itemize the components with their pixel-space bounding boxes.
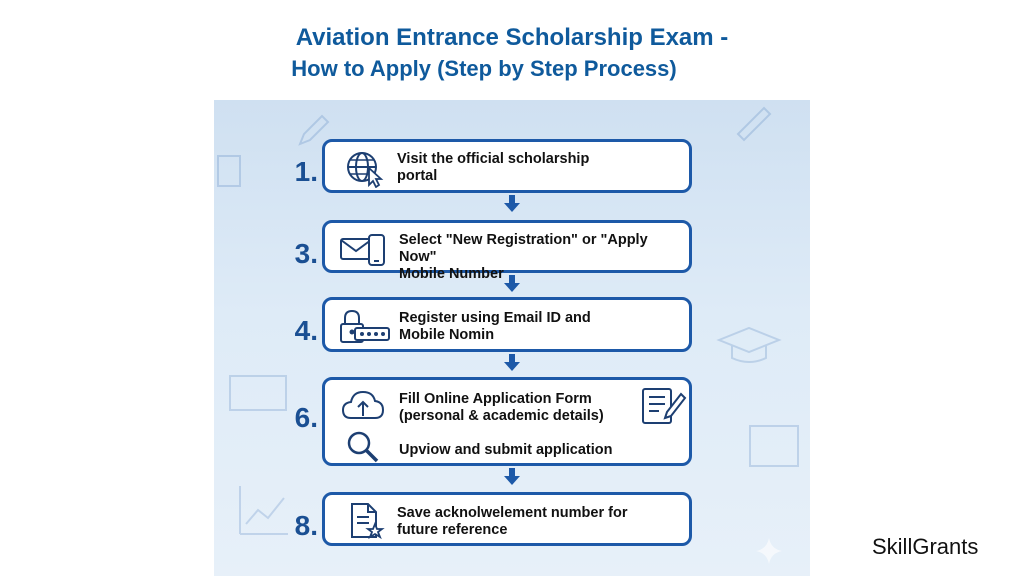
step-text: Select "New Registration" or "Apply Now" Mobile Number — [399, 232, 648, 282]
brand-logo: SkillGrants — [872, 534, 979, 559]
step-card — [322, 139, 692, 193]
step-number: 3. — [294, 238, 318, 269]
document-icon — [214, 152, 244, 192]
step-text: Visit the official scholarship portal — [397, 151, 590, 184]
step-text: Save acknolwelement number for future reference — [397, 505, 628, 538]
page-subtitle: How to Apply (Step by Step Process) — [291, 56, 677, 81]
arrow-down-icon — [503, 195, 521, 213]
email-phone-icon — [339, 231, 389, 269]
cloud-upload-icon — [341, 388, 385, 424]
arrow-down-icon — [503, 275, 521, 293]
step-number: 8. — [294, 510, 318, 541]
sparkle-icon — [754, 536, 784, 566]
step-card — [322, 297, 692, 352]
document-star-icon — [349, 501, 385, 541]
arrow-down-icon — [503, 354, 521, 372]
arrow-down-icon — [503, 468, 521, 486]
screen-icon — [744, 420, 804, 480]
step-text-secondary: Upviow and submit application — [399, 442, 613, 458]
step-card — [322, 377, 692, 466]
ruler-icon — [734, 104, 774, 144]
graduation-cap-icon — [714, 320, 784, 370]
page-title: Aviation Entrance Scholarship Exam - — [295, 24, 729, 51]
step-number: 1. — [294, 156, 318, 187]
globe-cursor-icon — [345, 150, 387, 188]
form-pen-icon — [641, 386, 687, 426]
lock-password-icon — [337, 308, 391, 346]
step-number: 4. — [294, 315, 318, 346]
magnifier-icon — [345, 430, 381, 464]
step-card — [322, 492, 692, 546]
step-card — [322, 220, 692, 282]
step-number: 6. — [294, 402, 318, 433]
step-text: Fill Online Application Form (personal & academic details) — [399, 391, 604, 424]
step-text: Register using Email ID and Mobile Nomin — [399, 310, 591, 343]
